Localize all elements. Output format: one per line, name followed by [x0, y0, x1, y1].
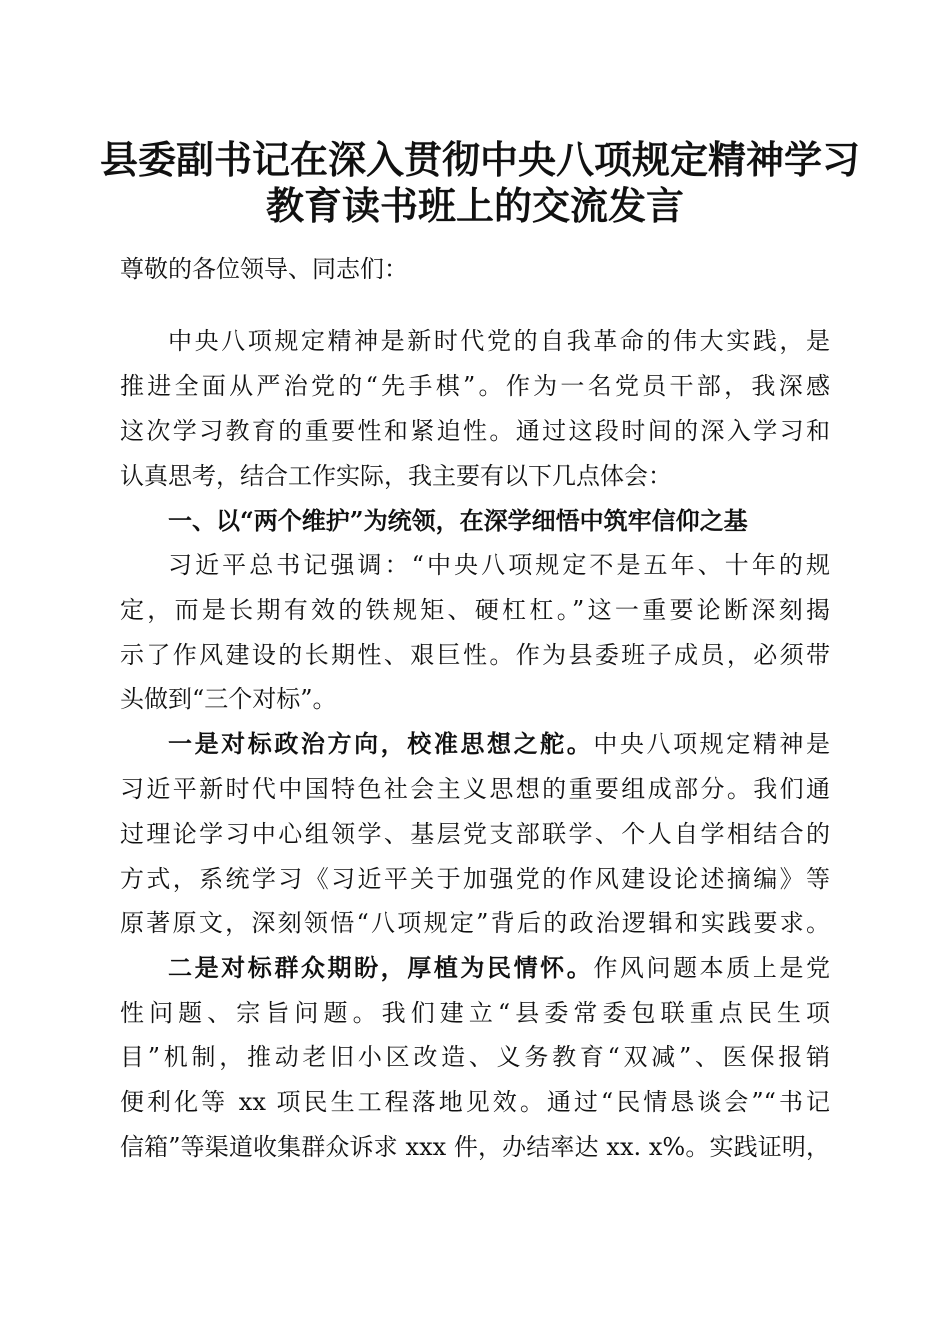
section-1-para-2-line-4: 方式，系统学习《习近平关于加强党的作风建设论述摘编》等 [120, 865, 830, 893]
section-1-para-3-line-2: 性问题、宗旨问题。我们建立“县委常委包联重点民生项 [120, 999, 830, 1027]
document-title-line-2: 教育读书班上的交流发言 [265, 183, 684, 228]
para-3-first-rest: 作风问题本质上是党 [593, 954, 830, 982]
section-1-para-2-line-1 [168, 729, 830, 759]
intro-line-2: 推进全面从严治党的“先手棋”。作为一名党员干部，我深感 [120, 372, 830, 400]
salutation: 尊敬的各位领导、同志们： [120, 255, 408, 283]
intro-line-4: 认真思考，结合工作实际，我主要有以下几点体会： [120, 462, 672, 490]
section-1-para-1-line-2: 定，而是长期有效的铁规矩、硬杠杠。”这一重要论断深刻揭 [120, 596, 830, 624]
section-1-para-1-line-4: 头做到“三个对标”。 [120, 685, 337, 713]
section-1-para-3-line-1 [168, 953, 830, 983]
para-2-lead: 一是对标政治方向，校准思想之舵。 [168, 729, 594, 758]
intro-line-3: 这次学习教育的重要性和紧迫性。通过这段时间的深入学习和 [120, 417, 830, 445]
document-title-line-1: 县委副书记在深入贯彻中央八项规定精神学习 [100, 137, 861, 182]
section-1-heading: 一、以“两个维护”为统领，在深学细悟中筑牢信仰之基 [168, 506, 748, 535]
section-1-para-3-line-5: 信箱”等渠道收集群众诉求 xxx 件，办结率达 xx. x%。实践证明， [120, 1133, 830, 1161]
section-1-para-3-line-3: 目”机制，推动老旧小区改造、义务教育“双减”、医保报销 [120, 1043, 830, 1071]
para-3-lead: 二是对标群众期盼，厚植为民情怀。 [168, 953, 594, 982]
section-1-para-1-line-3: 示了作风建设的长期性、艰巨性。作为县委班子成员，必须带 [120, 641, 830, 669]
para-2-first-rest: 中央八项规定精神是 [593, 730, 830, 758]
section-1-para-2-line-2: 习近平新时代中国特色社会主义思想的重要组成部分。我们通 [120, 775, 830, 803]
section-1-para-1-line-1: 习近平总书记强调：“中央八项规定不是五年、十年的规 [168, 551, 830, 579]
section-1-para-3-line-4: 便利化等 xx 项民生工程落地见效。通过“民情恳谈会”“书记 [120, 1088, 830, 1116]
intro-line-1: 中央八项规定精神是新时代党的自我革命的伟大实践，是 [168, 327, 830, 355]
section-1-para-2-line-3: 过理论学习中心组领学、基层党支部联学、个人自学相结合的 [120, 820, 830, 848]
section-1-para-2-line-5: 原著原文，深刻领悟“八项规定”背后的政治逻辑和实践要求。 [120, 909, 830, 937]
